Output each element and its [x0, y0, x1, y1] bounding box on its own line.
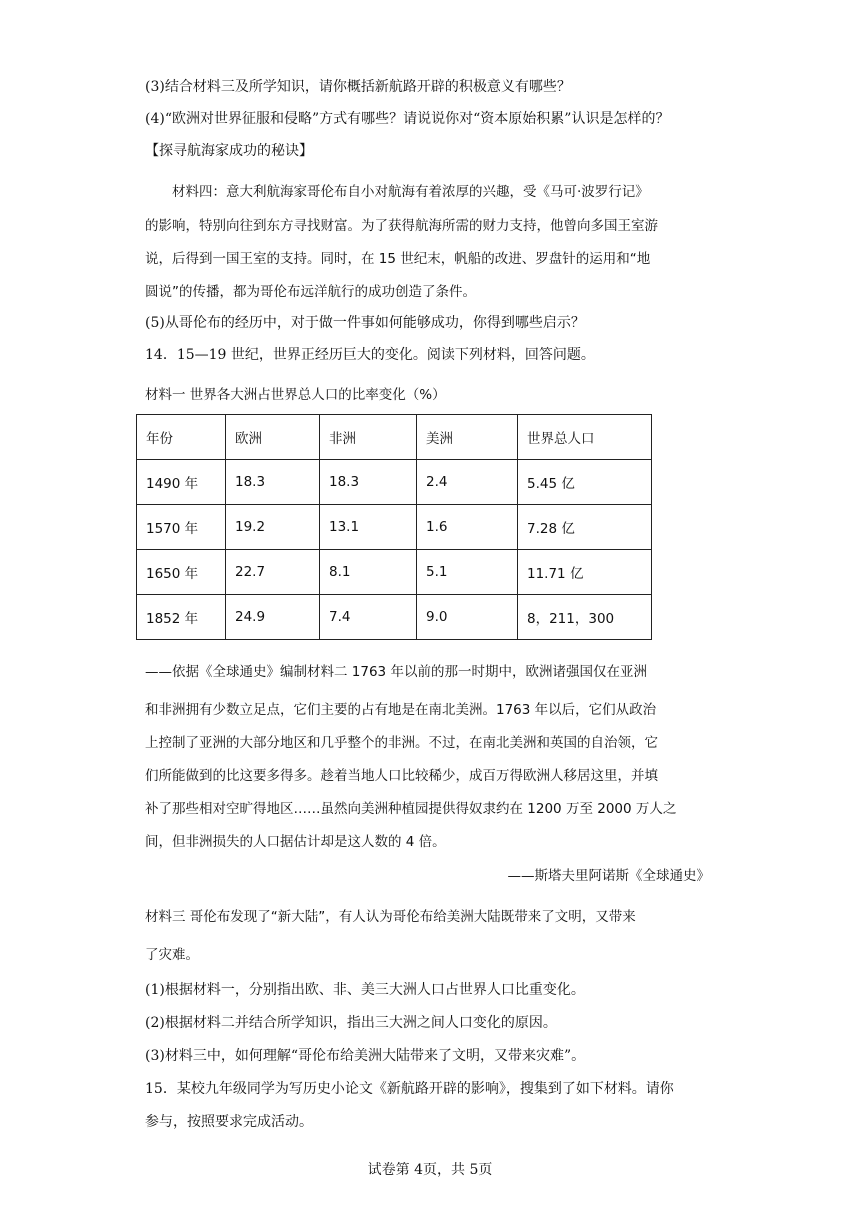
material-1-title: 材料一 世界各大洲占世界总人口的比率变化（%） [145, 387, 446, 403]
material-2-line: 上控制了亚洲的大部分地区和几乎整个的非洲。不过，在南北美洲和英国的自治领，它 [145, 735, 658, 751]
table-cell: 1650 年 [137, 550, 226, 595]
table-cell: 7.28 亿 [518, 505, 652, 550]
material-3-line: 材料三 哥伦布发现了“新大陆”，有人认为哥伦布给美洲大陆既带来了文明，又带来 [145, 909, 636, 925]
table-row [137, 595, 652, 640]
question-14: 14．15—19 世纪，世界正经历巨大的变化。阅读下列材料，回答问题。 [145, 347, 595, 363]
material-2-line: 间，但非洲损失的人口据估计却是这人数的 4 倍。 [145, 834, 446, 850]
table-cell: 8.1 [320, 550, 417, 595]
population-table [136, 414, 652, 640]
table-cell: 24.9 [226, 595, 320, 640]
table-cell: 11.71 亿 [518, 550, 652, 595]
table-cell: 5.1 [417, 550, 518, 595]
material-4-line: 圆说”的传播，都为哥伦布远洋航行的成功创造了条件。 [145, 284, 476, 300]
question-3: (3)结合材料三及所学知识，请你概括新航路开辟的积极意义有哪些？ [145, 79, 571, 95]
table-row [137, 550, 652, 595]
table-cell: 2.4 [417, 460, 518, 505]
table-cell: 13.1 [320, 505, 417, 550]
material-4-line: 的影响，特别向往到东方寻找财富。为了获得航海所需的财力支持，他曾向多国王室游 [145, 218, 658, 234]
section-title: 【探寻航海家成功的秘诀】 [145, 143, 313, 159]
table-cell: 8，211，300 [518, 595, 652, 640]
table-cell: 18.3 [226, 460, 320, 505]
material-4-line: 说，后得到一国王室的支持。同时，在 15 世纪末，帆船的改进、罗盘针的运用和“地 [145, 251, 651, 267]
table-header-cell: 世界总人口 [518, 415, 652, 460]
table-cell: 1570 年 [137, 505, 226, 550]
material-4-line: 材料四：意大利航海家哥伦布自小对航海有着浓厚的兴趣，受《马可·波罗行记》 [172, 184, 649, 200]
table-cell: 1490 年 [137, 460, 226, 505]
table-cell: 9.0 [417, 595, 518, 640]
question-14-2: (2)根据材料二并结合所学知识，指出三大洲之间人口变化的原因。 [145, 1015, 557, 1031]
table-cell: 1.6 [417, 505, 518, 550]
table-row [137, 505, 652, 550]
table-cell: 5.45 亿 [518, 460, 652, 505]
table-header-cell: 非洲 [320, 415, 417, 460]
question-5: (5)从哥伦布的经历中，对于做一件事如何能够成功，你得到哪些启示？ [145, 315, 585, 331]
table-header-cell: 美洲 [417, 415, 518, 460]
question-14-3: (3)材料三中，如何理解“哥伦布给美洲大陆带来了文明，又带来灾难”。 [145, 1048, 586, 1064]
material-2-line: ——依据《全球通史》编制材料二 1763 年以前的那一时期中，欧洲诸强国仅在亚洲 [145, 664, 647, 680]
material-3-line: 了灾难。 [145, 947, 199, 963]
table-header-cell: 年份 [137, 415, 226, 460]
table-header-row [137, 415, 652, 460]
table-header-cell: 欧洲 [226, 415, 320, 460]
question-15: 参与，按照要求完成活动。 [145, 1114, 313, 1130]
table-cell: 19.2 [226, 505, 320, 550]
material-2-line: 们所能做到的比这要多得多。趁着当地人口比较稀少，成百万得欧洲人移居这里，并填 [145, 768, 658, 784]
material-2-source: ——斯塔夫里阿诺斯《全球通史》 [507, 868, 710, 884]
table-cell: 22.7 [226, 550, 320, 595]
question-14-1: (1)根据材料一，分别指出欧、非、美三大洲人口占世界人口比重变化。 [145, 982, 585, 998]
material-2-line: 和非洲拥有少数立足点，它们主要的占有地是在南北美洲。1763 年以后，它们从政治 [145, 702, 657, 718]
question-4: (4)“欧洲对世界征服和侵略”方式有哪些？请说说你对“资本原始积累”认识是怎样的？ [145, 111, 670, 127]
page-footer: 试卷第 4页，共 5页 [367, 1162, 493, 1178]
table-cell: 1852 年 [137, 595, 226, 640]
material-2-line: 补了那些相对空旷得地区……虽然向美洲种植园提供得奴隶约在 1200 万至 2000 万人之 [145, 801, 677, 817]
table-cell: 7.4 [320, 595, 417, 640]
table-row [137, 460, 652, 505]
table-cell: 18.3 [320, 460, 417, 505]
question-15: 15．某校九年级同学为写历史小论文《新航路开辟的影响》，搜集到了如下材料。请你 [145, 1081, 674, 1097]
